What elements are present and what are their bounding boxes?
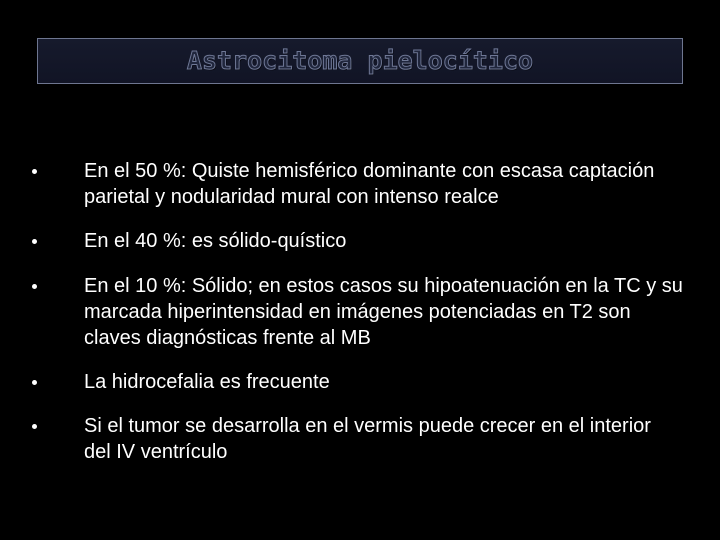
bullet-text: Si el tumor se desarrolla en el vermis puede crecer en el interior del IV ventrículo <box>84 415 651 463</box>
bullet-text: En el 40 %: es sólido-quístico <box>84 230 347 252</box>
slide-title: Astrocitoma pielocítico <box>186 45 534 75</box>
bullet-item <box>32 273 692 351</box>
bullet-item <box>32 369 692 395</box>
bullet-text: La hidrocefalia es frecuente <box>84 371 330 393</box>
bullet-item <box>32 228 692 254</box>
bullet-text: En el 10 %: Sólido; en estos casos su hipoatenuación en la TC y su marcada hiperintensidad en imágenes potenciadas en T2 son claves diagnósticas frente al MB <box>84 275 683 349</box>
bullet-list <box>32 158 692 481</box>
title-box <box>37 38 683 84</box>
bullet-item <box>32 413 692 465</box>
bullet-item <box>32 158 692 210</box>
bullet-text: En el 50 %: Quiste hemisférico dominante con escasa captación parietal y nodularidad mural con intenso realce <box>84 160 655 208</box>
